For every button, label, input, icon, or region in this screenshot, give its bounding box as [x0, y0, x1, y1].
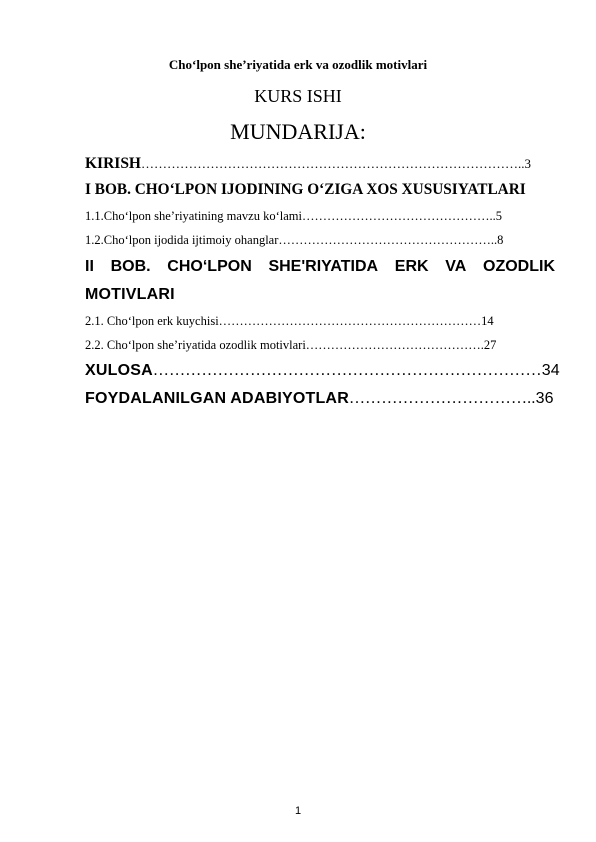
- toc-label: 1.2.Cho‘lpon ijodida ijtimoiy ohanglar: [85, 233, 279, 247]
- toc-entry-1-1: [85, 209, 555, 224]
- toc-word: BOB.: [110, 258, 151, 275]
- toc-entry-xulosa: [85, 362, 560, 380]
- toc-dots: ……………………………………………………………………………..: [141, 156, 525, 171]
- toc-entry-2-1: [85, 314, 555, 329]
- toc-dots: ………………………………………..: [301, 209, 496, 223]
- document-subtitle: Cho‘lpon she’riyatida erk va ozodlik motivlari: [168, 57, 428, 72]
- toc-label: KIRISH: [85, 155, 141, 172]
- toc-label: 1.1.Cho‘lpon she’riyatining mavzu ko‘lami: [85, 209, 302, 223]
- toc-entry-kirish: [85, 155, 555, 173]
- toc-entry-bob2: [85, 258, 555, 276]
- toc-page: 3: [524, 156, 531, 171]
- toc-dots: …………………………………….: [305, 338, 484, 352]
- toc-page: 8: [497, 233, 504, 247]
- toc-page: 36: [535, 390, 554, 407]
- toc-entry-bob2-continued: [85, 286, 555, 304]
- toc-dots: ……………………………………………..: [278, 233, 498, 247]
- toc-label: FOYDALANILGAN ADABIYOTLAR: [85, 390, 349, 407]
- toc-page: 34: [541, 362, 560, 379]
- toc-label: 2.2. Cho‘lpon she’riyatida ozodlik motivlari: [85, 338, 306, 352]
- toc-word: II: [85, 258, 94, 275]
- toc-dots: ………………………………………………………………: [152, 362, 542, 379]
- toc-page: 14: [481, 314, 494, 328]
- toc-label: XULOSA: [85, 362, 153, 379]
- toc-entry-1-2: [85, 233, 555, 248]
- kurs-ishi-heading: KURS ISHI: [254, 86, 342, 106]
- toc-entry-bob1: [85, 181, 555, 199]
- toc-page: 27: [483, 338, 497, 352]
- toc-word: CHO‘LPON: [167, 258, 252, 275]
- toc-word: OZODLIK: [483, 258, 555, 275]
- toc-entry-foydalanilgan-adabiyotlar: [85, 390, 555, 408]
- toc-entry-2-2: [85, 338, 555, 353]
- toc-word: VA: [445, 258, 467, 275]
- toc-label: MOTIVLARI: [85, 286, 175, 303]
- toc-dots: ………………………………………………………: [218, 314, 482, 328]
- toc-word: ERK: [394, 258, 429, 275]
- toc-label: I BOB. CHO‘LPON IJODINING O‘ZIGA XOS XUSUSIYATLARI: [85, 181, 526, 198]
- mundarija-heading: MUNDARIJA:: [230, 119, 366, 144]
- page-number: 1: [294, 805, 302, 817]
- toc-page: 5: [495, 209, 502, 223]
- toc-dots: ……………………………..: [348, 390, 536, 407]
- toc-word: SHE'RIYATIDA: [268, 258, 379, 275]
- toc-label: 2.1. Cho‘lpon erk kuychisi: [85, 314, 219, 328]
